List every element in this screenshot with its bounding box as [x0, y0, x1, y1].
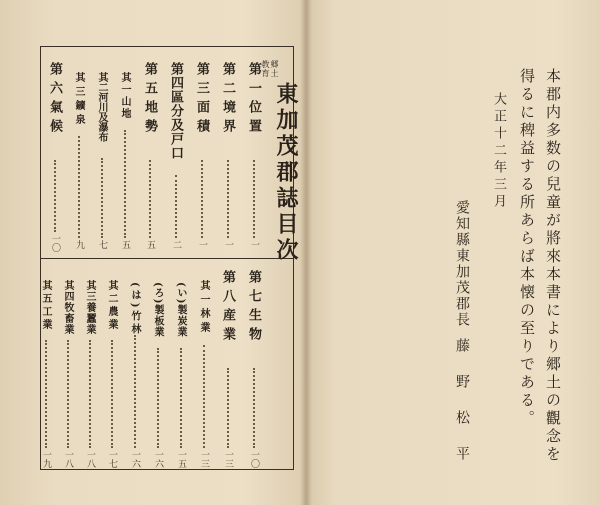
preface-line-2: 得るに稗益する所あらば本懐の至りである。 — [518, 68, 536, 428]
toc-page-number: 一八 — [63, 450, 73, 468]
preface-date: 大正十二年三月 — [491, 92, 506, 211]
toc-page-number: 一七 — [107, 450, 117, 468]
toc-page-number: 一三 — [199, 450, 209, 468]
toc-entry: 第一位置 — [246, 62, 261, 138]
toc-entry: (ろ)製板業 — [152, 282, 163, 338]
preface-line-1: 本郡内多数の兒童が將來本書により郷土の觀念を — [544, 68, 562, 464]
toc-entry: 其一林業 — [198, 280, 209, 336]
toc-leader-dots — [124, 130, 126, 238]
toc-leader-dots — [253, 368, 255, 448]
toc-entry: 第四區分及戸口 — [168, 62, 183, 160]
toc-page-number: 五 — [145, 240, 155, 249]
toc-page-number: 一八 — [85, 450, 95, 468]
toc-leader-dots — [45, 340, 47, 448]
toc-page-number: 一九 — [41, 450, 51, 468]
toc-page-number: 一六 — [130, 450, 140, 468]
toc-leader-dots — [157, 348, 159, 448]
toc-leader-dots — [203, 345, 205, 448]
toc-page-number: 一五 — [176, 450, 186, 468]
toc-entry: 其三鑛泉 — [73, 72, 84, 128]
toc-page-number: 二 — [171, 240, 181, 249]
signature-office: 愛知縣東加茂郡長 — [454, 200, 470, 328]
toc-page-number: 一 — [223, 240, 233, 249]
toc-page-number: 一六 — [153, 450, 163, 468]
toc-entry: 其五工業 — [40, 280, 51, 332]
toc-leader-dots — [111, 340, 113, 448]
toc-leader-dots — [253, 160, 255, 238]
toc-page-number: 一三 — [223, 450, 233, 468]
toc-entry: 第八産業 — [220, 270, 235, 346]
toc-entry: 其二河川及瀑布 — [96, 72, 107, 142]
toc-entry: 其四牧畜業 — [62, 280, 73, 335]
toc-entry: 其二農業 — [106, 280, 117, 332]
toc-leader-dots — [54, 160, 56, 232]
toc-entry: 第七生物 — [246, 270, 261, 346]
toc-page-number: 一〇 — [50, 234, 60, 252]
toc-entry: 第六氣候 — [47, 62, 62, 138]
toc-page-number: 七 — [97, 240, 107, 249]
toc-page-number: 一 — [197, 240, 207, 249]
signature-name: 藤野松平 — [454, 338, 470, 482]
toc-entry: (は)竹林 — [129, 282, 140, 337]
toc-leader-dots — [134, 335, 136, 448]
toc-title: 東加茂郡誌目次 — [273, 82, 299, 264]
toc-leader-dots — [89, 340, 91, 448]
toc-entry: (い)製炭業 — [175, 282, 186, 338]
book-spine — [300, 0, 312, 505]
toc-entry: 第五地勢 — [142, 62, 157, 138]
toc-entry: 其一山地 — [119, 72, 130, 120]
toc-entry: 第二境界 — [220, 62, 235, 138]
toc-leader-dots — [227, 368, 229, 448]
toc-leader-dots — [149, 160, 151, 238]
toc-leader-dots — [78, 136, 80, 238]
toc-leader-dots — [175, 175, 177, 238]
toc-page-number: 九 — [74, 240, 84, 249]
toc-subhead-1: 郷土 — [270, 60, 279, 78]
toc-leader-dots — [101, 158, 103, 238]
toc-leader-dots — [227, 160, 229, 238]
toc-leader-dots — [201, 160, 203, 238]
toc-entry: 其三養蠶業 — [84, 280, 95, 335]
toc-entry: 第三面積 — [194, 62, 209, 138]
toc-page-number: 一 — [249, 240, 259, 249]
toc-divider — [40, 258, 294, 259]
toc-leader-dots — [67, 340, 69, 448]
toc-subhead-2: 教育 — [261, 60, 270, 78]
toc-page-number: 一〇 — [249, 450, 259, 468]
toc-page-number: 五 — [120, 240, 130, 249]
toc-leader-dots — [180, 348, 182, 448]
